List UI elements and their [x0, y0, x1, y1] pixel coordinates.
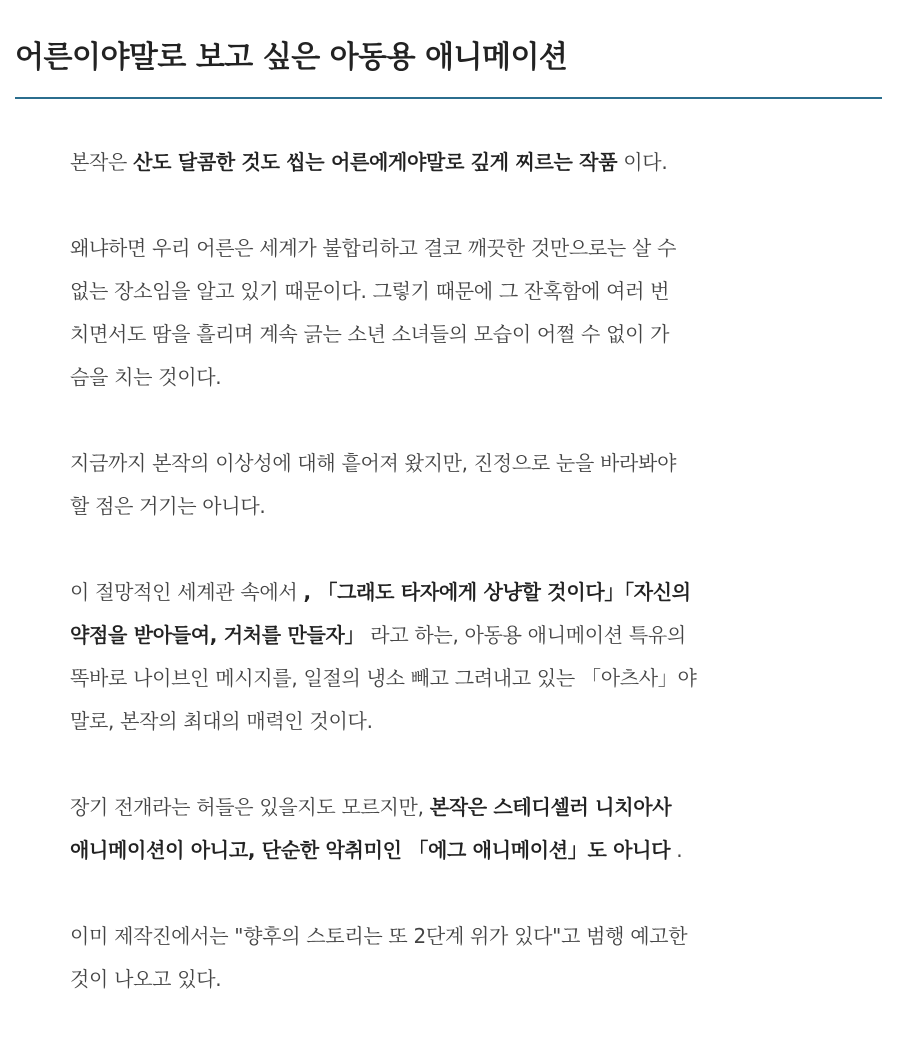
text: .	[670, 838, 683, 862]
paragraph	[70, 141, 850, 184]
text: 이다.	[617, 150, 668, 174]
article-title: 어른이야말로 보고 싶은 아동용 애니메이션	[15, 40, 568, 75]
text: 장기 전개라는 허들은 있을지도 모르지만,	[70, 795, 430, 819]
paragraph-line	[70, 270, 850, 313]
text: 라고 하는, 아동용 애니메이션 특유의	[364, 623, 686, 647]
paragraph	[70, 786, 850, 872]
paragraph	[70, 571, 850, 743]
text: 말로, 본작의 최대의 매력인 것이다.	[70, 709, 373, 733]
text: 지금까지 본작의 이상성에 대해 흩어져 왔지만, 진정으로 눈을 바라봐야	[70, 451, 677, 475]
text: 슴을 치는 것이다.	[70, 365, 222, 389]
paragraph	[70, 442, 850, 528]
text: 없는 장소임을 알고 있기 때문이다. 그렇기 때문에 그 잔혹함에 여러 번	[70, 279, 670, 303]
bold-text: 애니메이션이 아니고, 단순한 악취미인 「에그 애니메이션」도 아니다	[70, 838, 671, 862]
text: 똑바로 나이브인 메시지를, 일절의 냉소 빼고 그려내고 있는 「아츠사」야	[70, 666, 697, 690]
paragraph-line	[70, 227, 850, 270]
paragraph-line	[70, 829, 850, 872]
title-divider	[15, 97, 882, 99]
paragraph-line	[70, 700, 850, 743]
text: 이미 제작진에서는 "향후의 스토리는 또 2단계 위가 있다"고 범행 예고한	[70, 924, 688, 948]
paragraph-line	[70, 657, 850, 700]
paragraph-line	[70, 141, 850, 184]
bold-text: 본작은 스테디셀러 니치아사	[429, 795, 672, 819]
paragraph-line	[70, 571, 850, 614]
text: 치면서도 땀을 흘리며 계속 긁는 소년 소녀들의 모습이 어쩔 수 없이 가	[70, 322, 670, 346]
paragraph-line	[70, 485, 850, 528]
text: 본작은	[70, 150, 134, 174]
text: 할 점은 거기는 아니다.	[70, 494, 266, 518]
paragraph-line	[70, 442, 850, 485]
paragraph-line	[70, 313, 850, 356]
paragraph-line	[70, 356, 850, 399]
text: 이 절망적인 세계관 속에서	[70, 580, 304, 604]
bold-text: 약점을 받아들여, 거처를 만들자」	[70, 623, 365, 647]
bold-text: , 「그래도 타자에게 상냥할 것이다」「자신의	[303, 580, 691, 604]
paragraph	[70, 915, 850, 1001]
paragraph	[70, 227, 850, 399]
bold-text: 산도 달콤한 것도 씹는 어른에게야말로 깊게 찌르는 작품	[133, 150, 618, 174]
text: 것이 나오고 있다.	[70, 967, 222, 991]
article-body	[70, 141, 850, 1044]
paragraph-line	[70, 915, 850, 958]
paragraph-line	[70, 786, 850, 829]
paragraph-line	[70, 958, 850, 1001]
paragraph-line	[70, 614, 850, 657]
text: 왜냐하면 우리 어른은 세계가 불합리하고 결코 깨끗한 것만으로는 살 수	[70, 236, 677, 260]
